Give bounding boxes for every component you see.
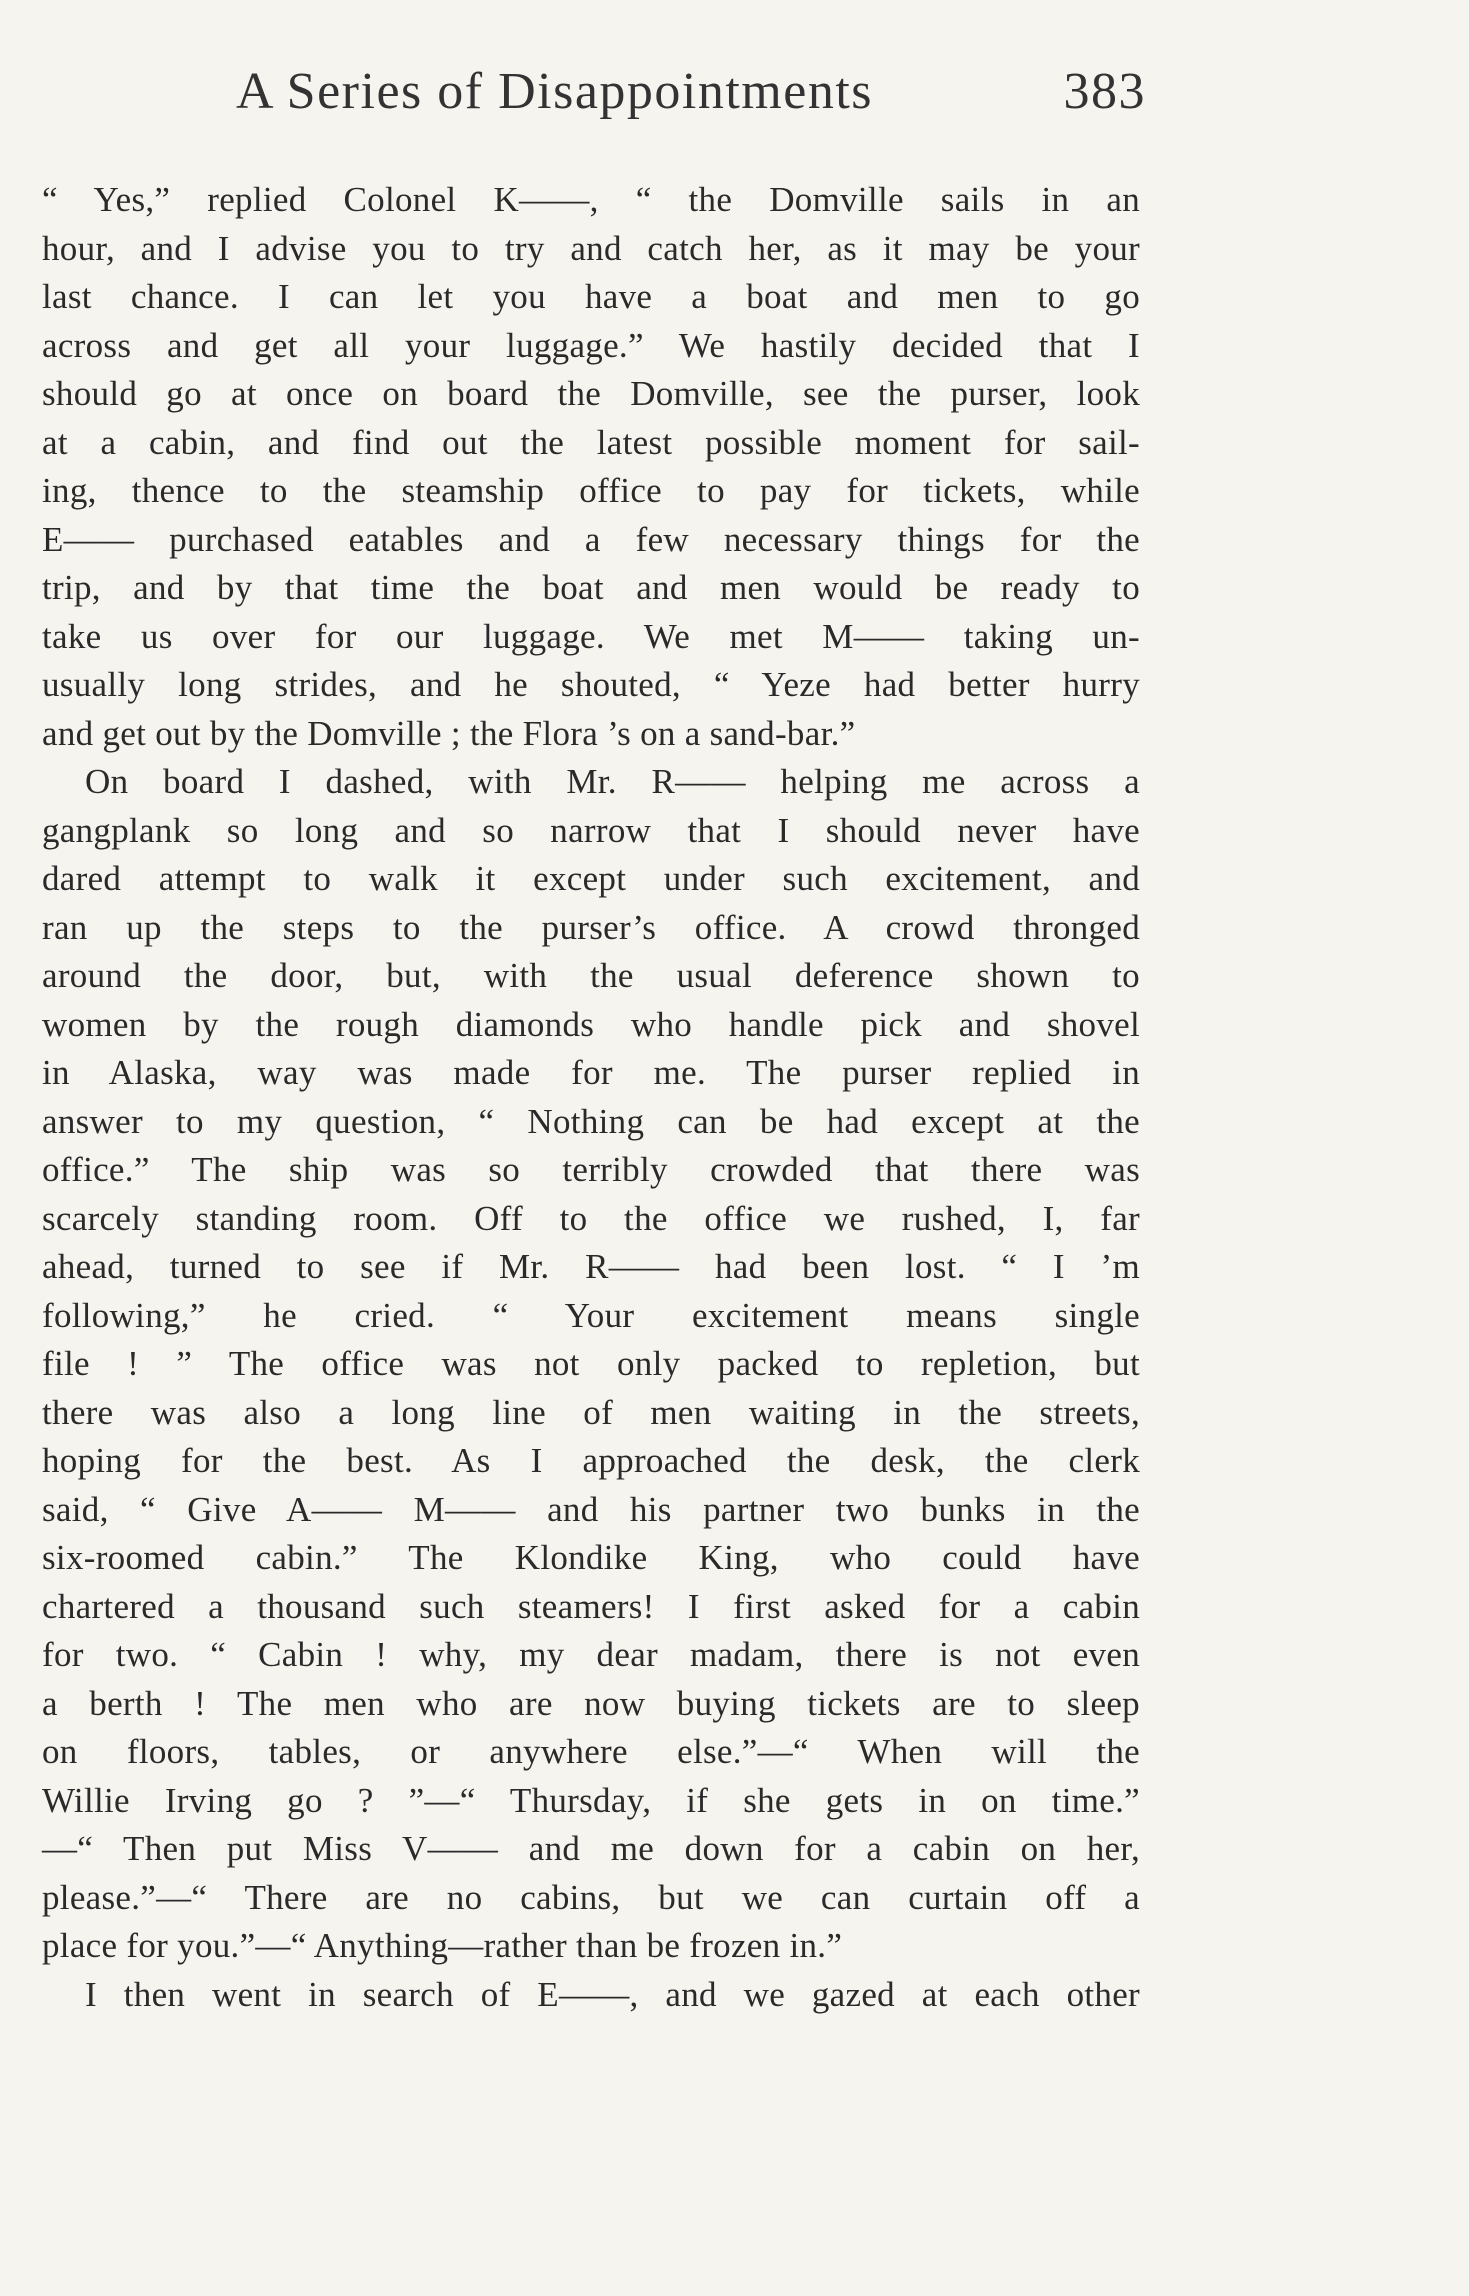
text-line xyxy=(42,1777,1140,1826)
text-line-content: at a cabin, and find out the latest possible moment for sail- xyxy=(42,422,1140,462)
text-line-content: dared attempt to walk it except under such excitement, and xyxy=(42,859,1140,898)
text-line-content: Willie Irving go ? ”—“ Thursday, if she gets in on time.” xyxy=(42,1780,1140,1820)
text-line-content: take us over for our luggage. We met M—— taking un- xyxy=(42,616,1140,656)
text-line-content: On board I dashed, with Mr. R—— helping me across a xyxy=(85,762,1140,801)
text-line xyxy=(42,1243,1140,1292)
text-line-content: and get out by the Domville ; the Flora ’s on a sand-bar.” xyxy=(42,713,856,753)
text-line-content: chartered a thousand such steamers! I first asked for a cabin xyxy=(42,1586,1140,1626)
text-line xyxy=(42,176,1140,225)
text-line-content: scarcely standing room. Off to the office we rushed, I, far xyxy=(42,1198,1140,1238)
text-line xyxy=(42,1001,1140,1050)
text-line-content: ahead, turned to see if Mr. R—— had been lost. “ I ’m xyxy=(42,1247,1140,1286)
text-line xyxy=(42,855,1140,904)
text-line xyxy=(42,467,1140,516)
text-line-content: should go at once on board the Domville, see the purser, look xyxy=(42,374,1140,413)
text-line xyxy=(42,1680,1140,1729)
text-line xyxy=(42,1146,1140,1195)
text-line xyxy=(42,564,1140,613)
text-line-content: ing, thence to the steamship office to pay for tickets, while xyxy=(42,471,1140,510)
text-line xyxy=(42,1631,1140,1680)
text-line-content: across and get all your luggage.” We hastily decided that I xyxy=(42,325,1140,365)
text-line-content: place for you.”—“ Anything—rather than be frozen in.” xyxy=(42,1926,843,1965)
text-line-content: I then went in search of E——, and we gazed at each other xyxy=(85,1974,1140,2014)
body-text xyxy=(42,176,1140,2019)
text-line-content: E—— purchased eatables and a few necessary things for the xyxy=(42,519,1140,559)
text-line xyxy=(42,1389,1140,1438)
text-line-content: there was also a long line of men waiting in the streets, xyxy=(42,1392,1140,1432)
text-line xyxy=(42,370,1140,419)
text-line-content: gangplank so long and so narrow that I should never have xyxy=(42,810,1140,850)
text-line xyxy=(42,1728,1140,1777)
text-line xyxy=(42,952,1140,1001)
text-line xyxy=(42,1437,1140,1486)
chapter-title: A Series of Disappointments xyxy=(236,63,874,120)
text-line-content: hour, and I advise you to try and catch her, as it may be your xyxy=(42,228,1140,268)
text-line-content: last chance. I can let you have a boat and men to go xyxy=(42,277,1140,316)
text-line-content: file ! ” The office was not only packed to repletion, but xyxy=(42,1344,1140,1383)
text-line-content: —“ Then put Miss V—— and me down for a cabin on her, xyxy=(42,1829,1140,1868)
page-number: 383 xyxy=(1063,63,1146,120)
text-line xyxy=(42,1971,1140,2020)
text-line-content: said, “ Give A—— M—— and his partner two bunks in the xyxy=(42,1489,1140,1529)
text-line xyxy=(42,1825,1140,1874)
text-line xyxy=(42,273,1140,322)
text-line xyxy=(42,661,1140,710)
running-head xyxy=(236,62,1146,132)
text-line xyxy=(42,613,1140,662)
text-line xyxy=(42,322,1140,371)
text-line-content: around the door, but, with the usual deference shown to xyxy=(42,956,1140,995)
text-line xyxy=(42,1195,1140,1244)
text-line xyxy=(42,1340,1140,1389)
text-line xyxy=(42,225,1140,274)
text-line-content: ran up the steps to the purser’s office. A crowd thronged xyxy=(42,907,1140,947)
text-line-content: trip, and by that time the boat and men would be ready to xyxy=(42,568,1140,607)
text-line xyxy=(42,1534,1140,1583)
text-line xyxy=(42,1583,1140,1632)
text-line-content: in Alaska, way was made for me. The purser replied in xyxy=(42,1053,1140,1092)
text-line xyxy=(42,1292,1140,1341)
text-line xyxy=(42,1874,1140,1923)
text-line-content: “ Yes,” replied Colonel K——, “ the Domville sails in an xyxy=(42,180,1140,219)
text-line xyxy=(42,758,1140,807)
text-line-content: women by the rough diamonds who handle pick and shovel xyxy=(42,1004,1140,1044)
text-line-content: for two. “ Cabin ! why, my dear madam, there is not even xyxy=(42,1635,1140,1674)
text-line-content: following,” he cried. “ Your excitement means single xyxy=(42,1295,1140,1335)
text-line-content: usually long strides, and he shouted, “ Yeze had better hurry xyxy=(42,665,1140,704)
text-line xyxy=(42,1098,1140,1147)
text-line-content: answer to my question, “ Nothing can be had except at the xyxy=(42,1101,1140,1141)
text-line xyxy=(42,904,1140,953)
text-line-content: hoping for the best. As I approached the desk, the clerk xyxy=(42,1441,1140,1480)
text-line xyxy=(42,710,1140,759)
text-line-content: on floors, tables, or anywhere else.”—“ When will the xyxy=(42,1732,1140,1771)
text-line xyxy=(42,1922,1140,1971)
text-line-content: six-roomed cabin.” The Klondike King, who could have xyxy=(42,1538,1140,1577)
text-line xyxy=(42,807,1140,856)
text-line xyxy=(42,1486,1140,1535)
text-line xyxy=(42,419,1140,468)
text-line xyxy=(42,516,1140,565)
text-line-content: office.” The ship was so terribly crowded that there was xyxy=(42,1150,1140,1189)
text-line-content: a berth ! The men who are now buying tickets are to sleep xyxy=(42,1683,1140,1723)
text-line xyxy=(42,1049,1140,1098)
text-line-content: please.”—“ There are no cabins, but we can curtain off a xyxy=(42,1877,1140,1917)
